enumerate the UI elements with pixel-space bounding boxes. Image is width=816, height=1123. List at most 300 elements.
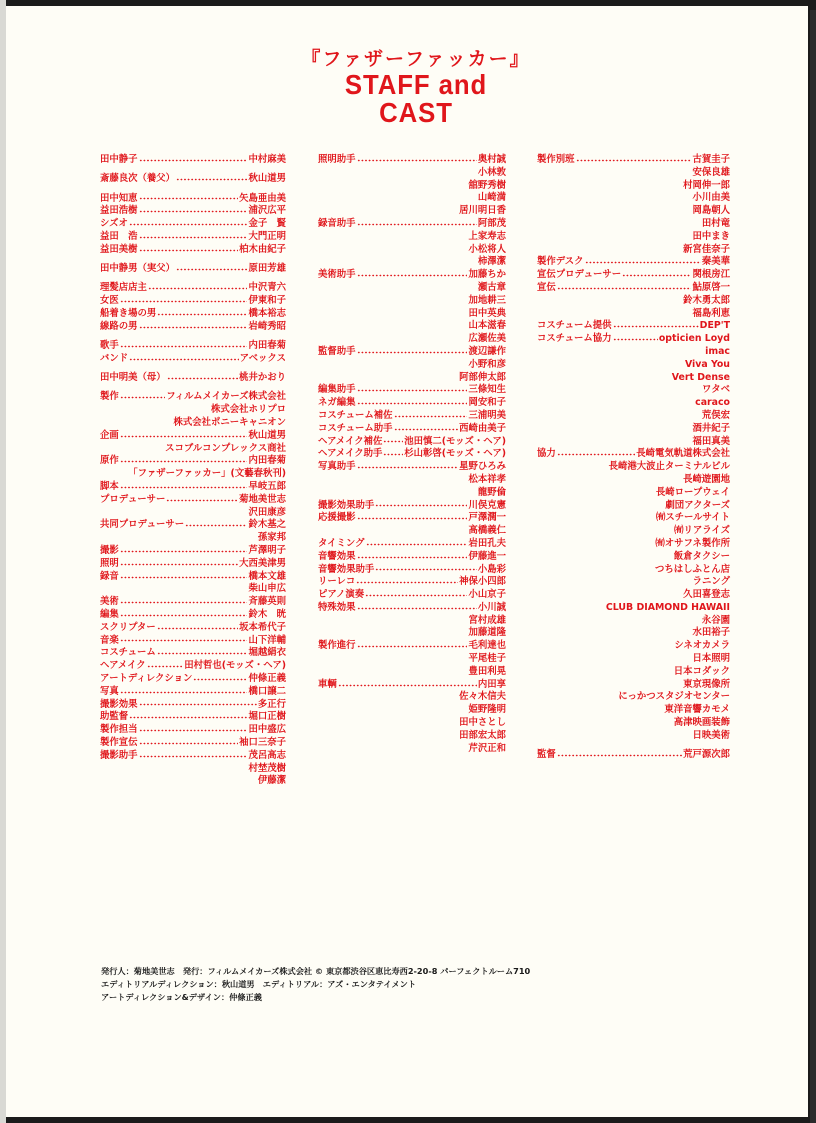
dot-leader [356, 581, 458, 584]
credit-name: 長崎遊園地 [683, 473, 730, 485]
credit-name: 三浦明美 [468, 409, 506, 421]
dot-leader [120, 486, 248, 489]
credit-row [100, 622, 286, 635]
credit-role: 製作宣伝 [100, 736, 138, 748]
credit-name: 東京現像所 [683, 678, 730, 690]
credit-row-continued [318, 653, 506, 666]
credit-role: 撮影効果 [100, 698, 138, 710]
credit-name: 中沢青六 [248, 282, 286, 294]
credit-row [100, 647, 286, 660]
credit-row [318, 602, 506, 615]
credit-row [100, 558, 286, 571]
credit-name: 久田喜登志 [683, 589, 730, 601]
credit-row [100, 321, 286, 334]
credit-row-continued [537, 308, 730, 321]
credit-row [100, 430, 286, 443]
credit-row [100, 519, 286, 532]
dot-leader [148, 287, 248, 290]
credit-row-continued [318, 474, 506, 487]
credit-role: 音楽 [100, 634, 119, 646]
credit-row [100, 340, 286, 353]
credit-name: 神保小四郎 [459, 576, 506, 588]
credit-row-continued [537, 704, 730, 717]
credit-name: 三條知生 [468, 384, 506, 396]
credit-row [537, 448, 730, 461]
credit-row-continued [537, 576, 730, 589]
credit-row [100, 263, 286, 276]
credit-name: ㈲オサフネ製作所 [655, 537, 730, 549]
credit-role: 撮影助手 [100, 749, 138, 761]
credit-name: Viva You [684, 358, 730, 370]
dot-leader [176, 268, 247, 271]
dot-leader [375, 504, 467, 507]
credit-section [537, 154, 730, 743]
credit-row-continued [318, 627, 506, 640]
credits-column-2 [318, 154, 506, 762]
colophon-line-editorial: エディトリアルディレクション：秋山道男 エディトリアル：アズ・エンタテイメント [101, 978, 417, 989]
credit-name: 高橋義仁 [468, 525, 506, 537]
credit-name: 芦澤明子 [248, 545, 286, 557]
credit-role: 音響効果 [318, 550, 356, 562]
credit-name: 橋口譲二 [248, 685, 286, 697]
credit-name: 宮村成雄 [468, 614, 506, 626]
credit-name: opticien Loyd [658, 333, 730, 345]
dot-leader [120, 563, 238, 566]
credit-row [537, 333, 730, 346]
credit-row [100, 173, 286, 186]
credit-name: 東洋音響カモメ [664, 704, 730, 716]
credit-name: 孫家邦 [257, 532, 286, 544]
credit-row-continued [537, 410, 730, 423]
credit-name: 秋山道男 [248, 173, 286, 185]
dot-leader [357, 274, 468, 277]
credit-row [100, 494, 286, 507]
credit-name: 荒俣宏 [701, 409, 730, 421]
dot-leader [613, 325, 699, 328]
credit-row-continued [537, 346, 730, 359]
credit-row-continued [537, 218, 730, 231]
credit-role: 益田 浩 [100, 230, 138, 242]
dot-leader [357, 466, 459, 469]
credit-name: 広瀬佐美 [468, 333, 506, 345]
credit-role: ヘアメイク [100, 660, 146, 672]
credit-role: コスチューム助手 [318, 422, 393, 434]
credit-row [318, 436, 506, 449]
credit-row-continued [318, 691, 506, 704]
credit-role: 線路の男 [100, 320, 138, 332]
colophon [101, 965, 530, 1003]
credit-row [100, 205, 286, 218]
credit-role: コスチューム [100, 647, 156, 659]
staff-cast-heading: STAFF and CAST [344, 69, 488, 128]
credit-role: 田中明美（母） [100, 372, 166, 384]
credit-name: 株式会社ポニーキャニオン [173, 417, 286, 429]
credit-row [100, 711, 286, 724]
credit-row [100, 673, 286, 686]
credit-name: 田村哲也(モッズ・ヘア) [184, 660, 286, 672]
credit-role: 原作 [100, 455, 119, 467]
credit-name: 毛利達也 [468, 640, 506, 652]
credit-row-continued [537, 167, 730, 180]
dot-leader [139, 729, 248, 732]
dot-leader [357, 556, 468, 559]
credit-section [100, 282, 286, 333]
credit-name: スコブルコンプレックス商社 [165, 442, 286, 454]
credit-role: 撮影効果助手 [318, 499, 375, 511]
credit-name: 福田真美 [692, 435, 730, 447]
credit-role: ピアノ演奏 [318, 589, 365, 601]
credit-row-continued [100, 468, 286, 481]
dot-leader [357, 645, 468, 648]
credit-role: 田中知恵 [100, 192, 138, 204]
dot-leader [394, 415, 468, 418]
credit-name: 酒井紀子 [692, 422, 730, 434]
credit-name: 沢田康彦 [248, 506, 286, 518]
credit-row [100, 545, 286, 558]
dot-leader [120, 614, 248, 617]
credit-row [100, 154, 286, 167]
dot-leader [129, 223, 248, 226]
credit-name: 「ファザーファッカー」(文藝春秋刊) [128, 468, 286, 480]
credit-row-continued [318, 244, 506, 257]
dot-leader [365, 594, 467, 597]
credit-name: 内田享 [477, 678, 506, 690]
credit-name: 伊藤潔 [257, 775, 286, 787]
credit-name: DEP'T [699, 320, 730, 332]
credit-row-continued [537, 602, 730, 615]
dot-leader [613, 338, 658, 341]
credit-name: 岡安和子 [468, 397, 506, 409]
credit-row-continued [318, 525, 506, 538]
credit-name: 小松将人 [468, 243, 506, 255]
credit-row-continued [100, 583, 286, 596]
credit-row-continued [537, 205, 730, 218]
dot-leader [557, 453, 635, 456]
credit-name: 仲條正義 [248, 672, 286, 684]
credit-row-continued [537, 512, 730, 525]
credit-row-continued [537, 525, 730, 538]
credit-row [100, 750, 286, 763]
credit-role: 宣伝 [537, 281, 556, 293]
credit-role: 助監督 [100, 711, 129, 723]
credit-row [100, 372, 286, 385]
credit-name: 菊地美世志 [239, 493, 286, 505]
credit-role: バンド [100, 352, 129, 364]
credit-name: アベックス [239, 352, 286, 364]
credit-role: 写真助手 [318, 461, 356, 473]
credit-name: 新宮佳奈子 [683, 243, 730, 255]
credit-role: スクリプター [100, 621, 156, 633]
credit-name: 福島利恵 [692, 307, 730, 319]
credit-role: 共同プロデューサー [100, 519, 185, 531]
credit-row-continued [318, 231, 506, 244]
dot-leader [120, 435, 248, 438]
credit-name: 川俣克憲 [468, 499, 506, 511]
credit-section [100, 173, 286, 186]
credit-role: 田中静男（実父） [100, 263, 176, 275]
credit-row [318, 410, 506, 423]
credit-name: 多正行 [257, 698, 286, 710]
credit-row-continued [100, 775, 286, 788]
credit-row [100, 699, 286, 712]
credit-row-continued [537, 615, 730, 628]
credit-name: CLUB DIAMOND HAWAII [605, 601, 730, 613]
credit-row [100, 282, 286, 295]
credit-name: 田中まき [692, 230, 730, 242]
credit-role: 協力 [537, 448, 556, 460]
credit-role: 理髪店店主 [100, 282, 147, 294]
credit-name: 加藤ちか [468, 269, 506, 281]
dot-leader [357, 517, 468, 520]
credit-name: 劇団アクターズ [665, 499, 730, 511]
credit-role: ヘアメイク補佐 [318, 435, 383, 447]
credit-name: シネオカメラ [674, 640, 730, 652]
credit-row-continued [318, 308, 506, 321]
dot-leader [139, 249, 239, 252]
credit-role: 美術助手 [318, 269, 356, 281]
credit-name: 古賀圭子 [692, 154, 730, 165]
credit-name: 星野ひろみ [459, 461, 506, 473]
credit-row [318, 564, 506, 577]
credit-row-continued [100, 763, 286, 776]
credit-row-continued [318, 256, 506, 269]
credit-name: 舘野秀樹 [468, 179, 506, 191]
credit-role: 写真 [100, 685, 119, 697]
credit-name: 柏木由紀子 [239, 243, 286, 255]
credit-name: 坂本希代子 [239, 621, 286, 633]
credit-row-continued [318, 704, 506, 717]
credit-name: 岩田孔夫 [468, 537, 506, 549]
dot-leader [357, 607, 477, 610]
credit-name: 岩崎秀昭 [248, 320, 286, 332]
credit-row-continued [537, 231, 730, 244]
credit-name: ㈲スチールサイト [656, 512, 730, 524]
credit-row-continued [537, 436, 730, 449]
credit-row-continued [318, 320, 506, 333]
credit-name: 小島彩 [477, 563, 506, 575]
credit-role: ネガ編集 [318, 397, 356, 409]
credit-name: 田村竜 [701, 217, 730, 229]
credit-row [318, 500, 506, 513]
page-title [296, 50, 536, 127]
credit-row-continued [537, 538, 730, 551]
dot-leader [166, 499, 238, 502]
credit-name: 高津映画装飾 [673, 717, 730, 729]
credit-name: 長崎ロープウェイ [655, 486, 730, 498]
credit-row-continued [537, 691, 730, 704]
dot-leader [120, 550, 248, 553]
dot-leader [120, 460, 248, 463]
credit-name: 小山京子 [468, 589, 506, 601]
credit-role: 製作 [100, 391, 119, 403]
dot-leader [120, 396, 165, 399]
credit-name: 水田裕子 [692, 627, 730, 639]
credit-row [100, 295, 286, 308]
dot-leader [383, 453, 403, 456]
credit-row [318, 154, 506, 167]
credit-name: 田部宏太郎 [459, 729, 506, 741]
credit-name: 村岡伸一郎 [683, 179, 730, 191]
credit-row-continued [537, 461, 730, 474]
credit-role: 編集助手 [318, 384, 356, 396]
credit-row-continued [537, 653, 730, 666]
credit-row [318, 448, 506, 461]
credit-row-continued [318, 666, 506, 679]
dot-leader [139, 236, 248, 239]
dot-leader [157, 313, 247, 316]
credit-role: 照明 [100, 557, 119, 569]
credit-section [537, 749, 730, 762]
colophon-line-publisher: 発行人：菊地美世志 発行：フィルムメイカーズ株式会社 © 東京都渋谷区恵比寿西2-20-8 パーフェクトルーム710 [101, 966, 531, 976]
credit-row [318, 218, 506, 231]
credit-name: caraco [695, 397, 730, 409]
credit-row-continued [537, 295, 730, 308]
credit-name: 瀬古章 [477, 281, 506, 293]
credit-row-continued [537, 192, 730, 205]
credit-row-continued [318, 359, 506, 372]
dot-leader [357, 402, 468, 405]
credit-name: 永谷園 [701, 614, 730, 626]
credit-name: 阿部茂 [477, 217, 506, 229]
credit-name: 池田慎二(モッズ・ヘア) [404, 435, 506, 447]
credit-row-continued [537, 384, 730, 397]
credit-row [537, 256, 730, 269]
credit-name: ラニング [692, 576, 730, 588]
credit-name: 長崎電気軌道株式会社 [636, 448, 730, 460]
credit-section [318, 154, 506, 755]
dot-leader [167, 377, 238, 380]
credit-name: 鈴木基之 [248, 519, 286, 531]
credit-section [100, 340, 286, 366]
credit-row-continued [100, 417, 286, 430]
credit-row-continued [537, 180, 730, 193]
credit-role: 脚本 [100, 481, 119, 493]
credit-row-continued [318, 717, 506, 730]
credit-row [100, 244, 286, 257]
dot-leader [622, 274, 691, 277]
credit-name: 鮎原啓一 [692, 281, 730, 293]
credit-name: 山下洋輔 [248, 634, 286, 646]
dot-leader [176, 178, 247, 181]
credit-row [100, 391, 286, 404]
credit-row [318, 269, 506, 282]
credit-name: 飯倉タクシー [673, 550, 730, 562]
credit-row-continued [537, 730, 730, 743]
credit-role: 照明助手 [318, 154, 356, 165]
dot-leader [120, 639, 248, 642]
credit-name: にっかつスタジオセンター [618, 691, 730, 703]
credit-name: 桃井かおり [239, 372, 286, 384]
credit-name: 奥村誠 [477, 154, 506, 165]
credit-name: つちはしふとん店 [654, 563, 730, 575]
credit-row-continued [318, 295, 506, 308]
credit-row-continued [100, 404, 286, 417]
credit-role: 撮影 [100, 545, 119, 557]
dot-leader [157, 627, 239, 630]
credit-row-continued [537, 640, 730, 653]
credit-name: 松本祥孝 [468, 473, 506, 485]
credit-name: 姫野隆明 [468, 704, 506, 716]
credit-name: 原田芳雄 [248, 263, 286, 275]
credit-role: 製作進行 [318, 640, 356, 652]
dot-leader [129, 716, 247, 719]
credits-column-1 [100, 154, 286, 795]
credit-row-continued [537, 244, 730, 257]
credit-row [100, 686, 286, 699]
credit-row-continued [537, 679, 730, 692]
credit-row [318, 397, 506, 410]
dot-leader [139, 326, 248, 329]
credit-name: 山崎満 [477, 192, 506, 204]
dot-leader [394, 428, 459, 431]
credit-row [100, 609, 286, 622]
credit-row-continued [537, 666, 730, 679]
credit-role: プロデューサー [100, 493, 166, 505]
credit-row [318, 538, 506, 551]
credit-name: ㈲リアライズ [674, 525, 730, 537]
dot-leader [357, 159, 477, 162]
credit-name: 日映美術 [692, 729, 730, 741]
dot-leader [157, 652, 248, 655]
credit-role: 斎藤良次（養父） [100, 173, 176, 185]
credit-role: 宣伝プロデューサー [537, 269, 622, 281]
dot-leader [120, 601, 248, 604]
dot-leader [139, 159, 248, 162]
credit-row-continued [100, 532, 286, 545]
credit-row [318, 640, 506, 653]
credit-name: 田中英典 [468, 307, 506, 319]
dot-leader [357, 351, 468, 354]
credit-name: 長崎港大波止ターミナルビル [608, 461, 730, 473]
credit-name: 橋本文雄 [248, 570, 286, 582]
credit-role: コスチューム提供 [537, 320, 612, 332]
credit-name: 村埜茂樹 [248, 762, 286, 774]
credit-name: 芹沢正和 [468, 742, 506, 754]
credit-name: 内田春菊 [248, 340, 286, 352]
dot-leader [120, 300, 248, 303]
dot-leader [139, 197, 239, 200]
credit-role: 女医 [100, 295, 119, 307]
credit-role: 監督 [537, 749, 556, 761]
credit-row [100, 724, 286, 737]
credit-section [100, 372, 286, 385]
credit-role: 田中静子 [100, 154, 138, 165]
credit-name: 中村麻美 [248, 154, 286, 165]
credit-name: フィルムメイカーズ株式会社 [166, 391, 286, 403]
credit-row [537, 320, 730, 333]
credit-name: 矢島亜由美 [239, 192, 286, 204]
credit-row [318, 679, 506, 692]
credit-row-continued [537, 564, 730, 577]
credit-role: タイミング [318, 537, 365, 549]
credit-name: 早岐五郎 [248, 481, 286, 493]
credit-row-continued [537, 474, 730, 487]
credit-name: 安保良雄 [692, 166, 730, 178]
credit-role: ヘアメイク助手 [318, 448, 383, 460]
credit-role: 録音助手 [318, 217, 356, 229]
dot-leader [139, 742, 239, 745]
credit-role: 特殊効果 [318, 601, 356, 613]
credit-row [100, 353, 286, 366]
credit-row-continued [537, 372, 730, 385]
credit-row-continued [318, 180, 506, 193]
credit-section [100, 193, 286, 257]
credit-row-continued [100, 507, 286, 520]
dot-leader [120, 691, 248, 694]
credit-name: 渡辺謙作 [468, 345, 506, 357]
dot-leader [585, 261, 701, 264]
credit-row [537, 269, 730, 282]
